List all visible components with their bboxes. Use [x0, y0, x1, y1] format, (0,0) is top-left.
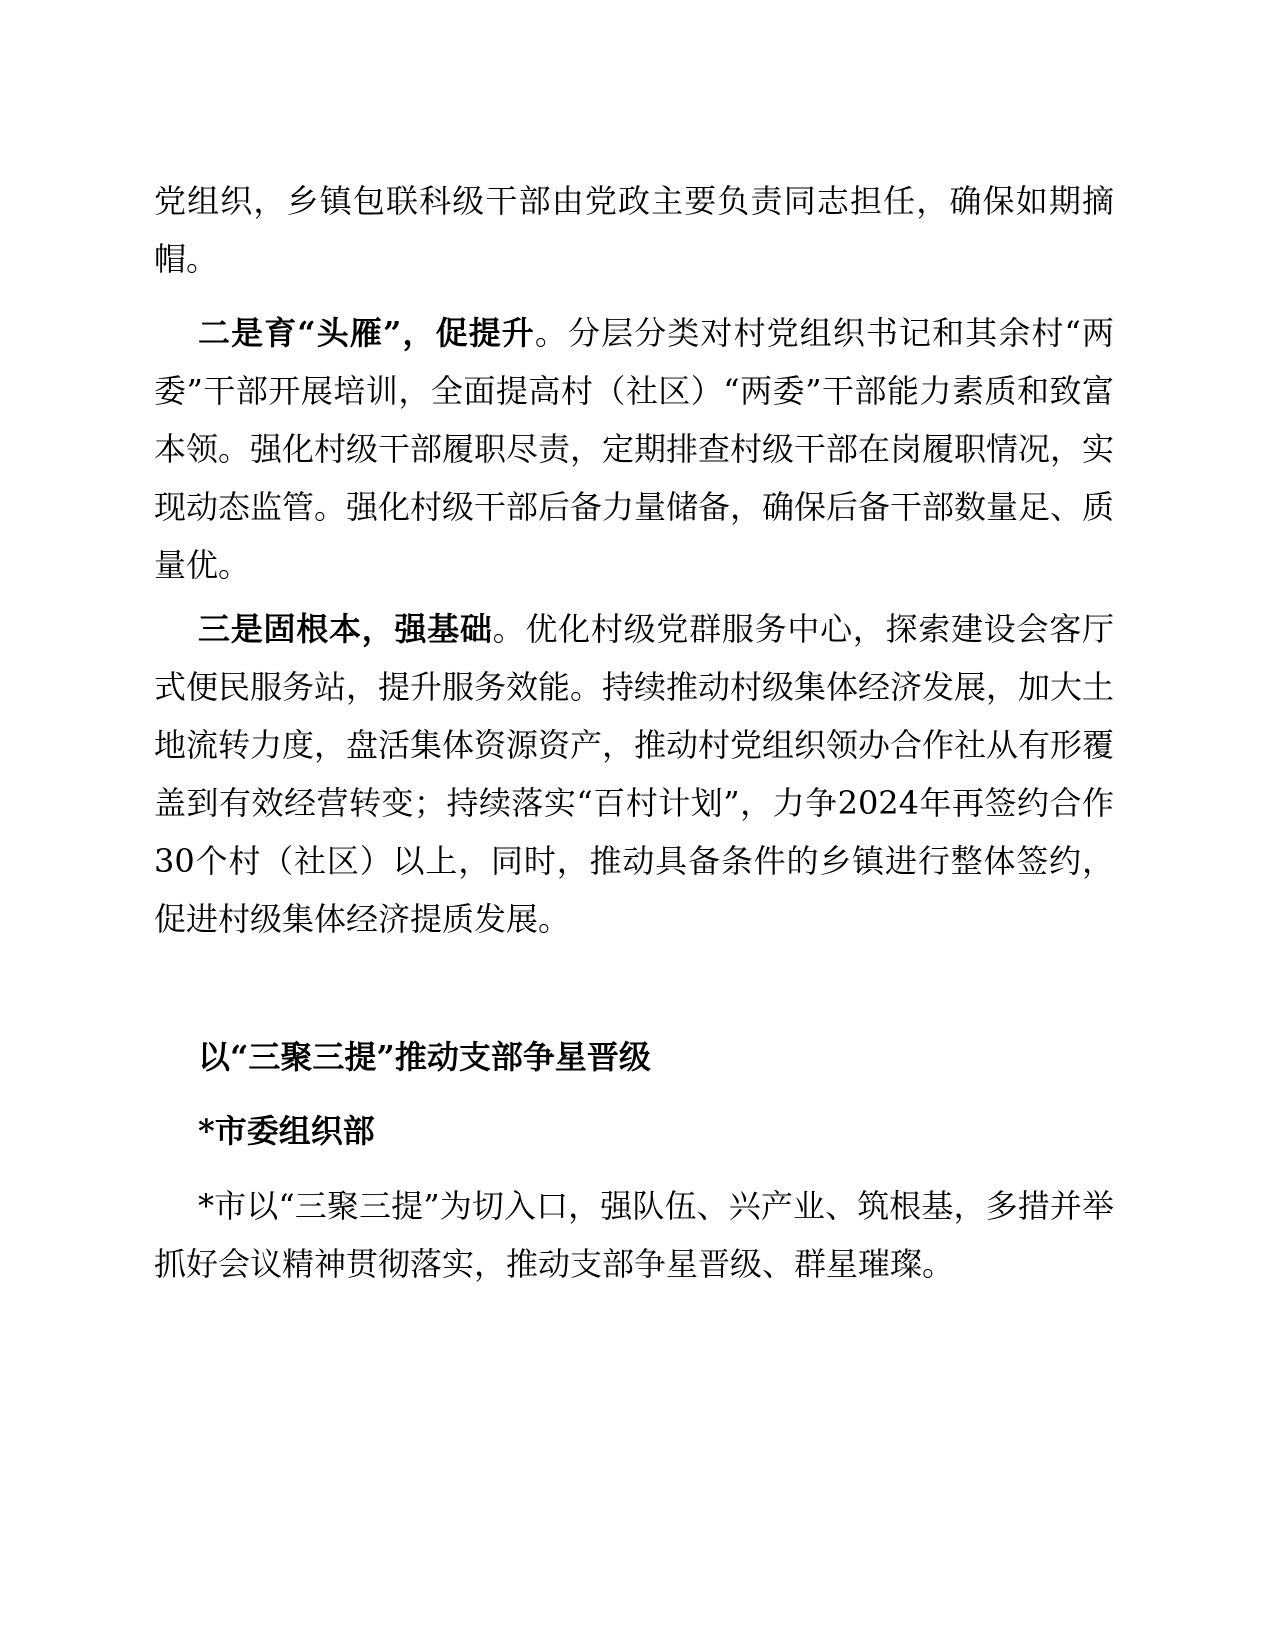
paragraph-intro: [154, 1177, 1114, 1293]
paragraph-text: 党组织，乡镇包联科级干部由党政主要负责同志担任，确保如期摘帽。: [154, 182, 1114, 278]
paragraph-text: 。分层分类对村党组织书记和其余村“两委”干部开展培训，全面提高村（社区）“两委”干部能力素质和致富本领。强化村级干部履职尽责，定期排查村级干部在岗履职情况，实现动态监管。强化村级干部后备力量储备，确保后备干部数量足、质量优。: [154, 314, 1115, 584]
paragraph-text: *市以“三聚三提”为切入口，强队伍、兴产业、筑根基，多措并举抓好会议精神贯彻落实，推动支部争星晋级、群星璀璨。: [154, 1187, 1114, 1283]
paragraph-cultivate-leaders: [154, 304, 1114, 594]
paragraph-lead: 二是育“头雁”，促提升: [198, 314, 535, 352]
paragraph-consolidate-foundation: [154, 600, 1114, 948]
paragraph-lead: 三是固根本，强基础: [198, 610, 493, 648]
article-title: 以“三聚三提”推动支部争星晋级: [198, 1038, 651, 1076]
article-author: *市委组织部: [198, 1112, 375, 1150]
paragraph-continuation: [154, 172, 1114, 288]
paragraph-text: 。优化村级党群服务中心，探索建设会客厅式便民服务站，提升服务效能。持续推动村级集体经济发展，加大土地流转力度，盘活集体资源资产，推动村党组织领办合作社从有形覆盖到有效经营转变；持续落实“百村计划”，力争2024年再签约合作30个村（社区）以上，同时，推动具备条件的乡镇进行整体签约，促进村级集体经济提质发展。: [154, 610, 1115, 938]
